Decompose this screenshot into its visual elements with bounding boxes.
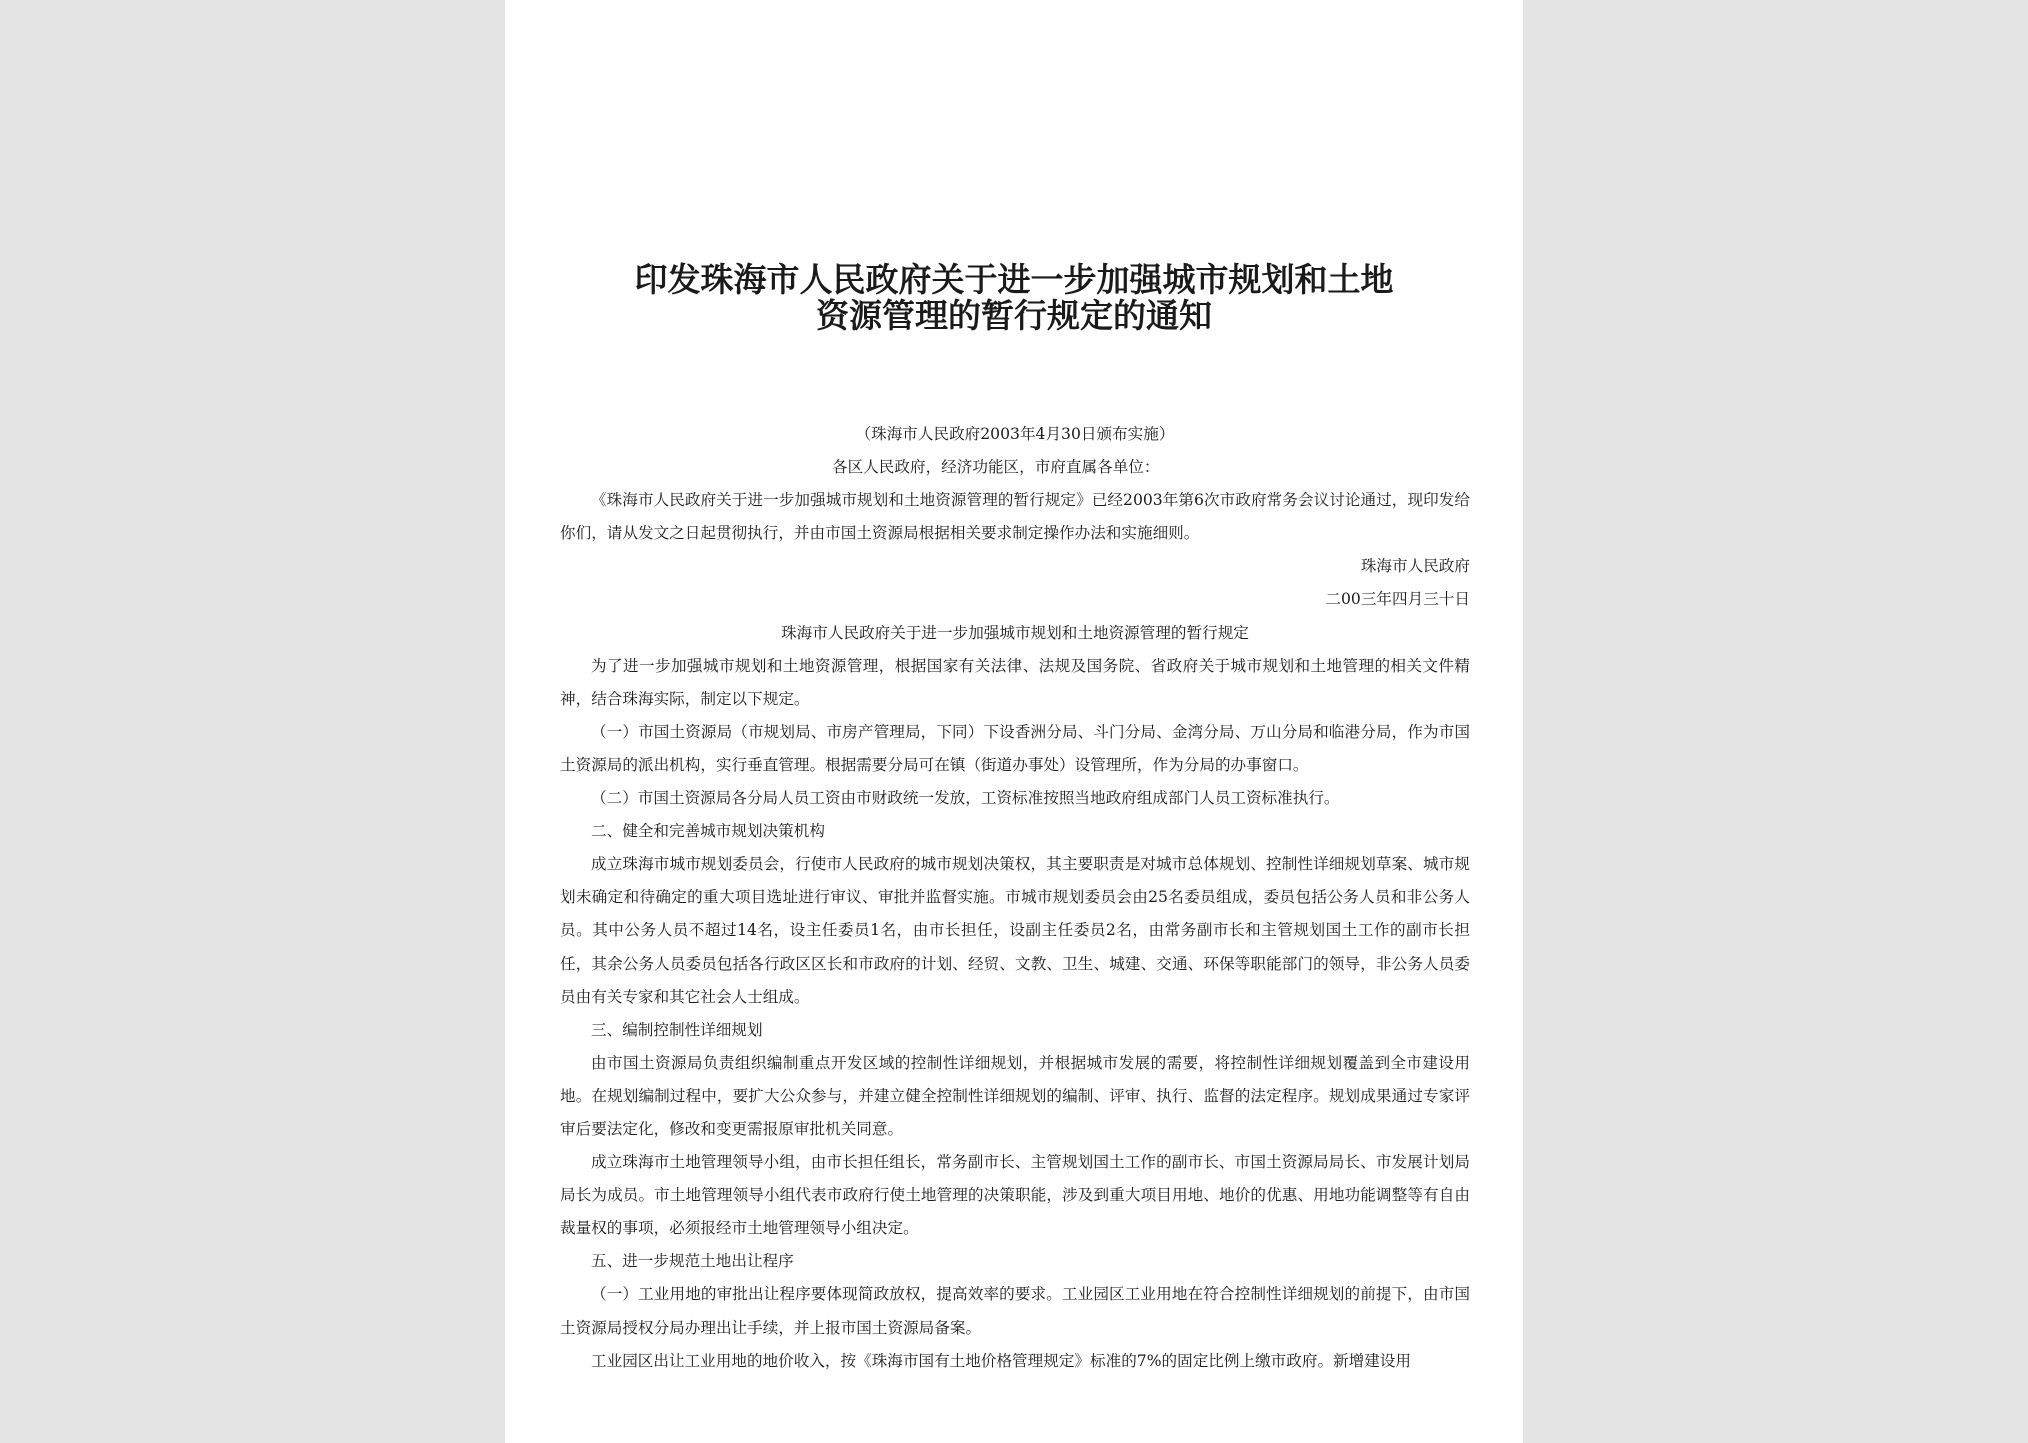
title-line-1: 印发珠海市人民政府关于进一步加强城市规划和土地 bbox=[634, 260, 1394, 299]
committee-paragraph: 成立珠海市城市规划委员会，行使市人民政府的城市规划决策权，其主要职责是对城市总体规划、控制性详细规划草案、城市规划未确定和待确定的重大项目选址进行审议、审批并监督实施。市城市规划委员会由25名委员组成，委员包括公务人员和非公务人员。其中公务人员不超过14名，设主任委员1名，由市长担任，设副主任委员2名，由常务副市长和主管规划国土工作的副市长担任，其余公务人员委员包括各行政区区长和市政府的计划、经贸、文教、卫生、城建、交通、环保等职能部门的领导，非公务人员委员由有关专家和其它社会人士组成。 bbox=[560, 855, 1470, 1006]
section-5-heading: 五、进一步规范土地出让程序 bbox=[591, 1252, 794, 1271]
item-2-paragraph: （二）市国土资源局各分局人员工资由市财政统一发放，工资标准按照当地政府组成部门人员工资标准执行。 bbox=[591, 789, 1340, 808]
land-group-paragraph: 成立珠海市土地管理领导小组，由市长担任组长，常务副市长、主管规划国土工作的副市长、市国土资源局局长、市发展计划局局长为成员。市土地管理领导小组代表市政府行使土地管理的决策职能，涉及到重大项目用地、地价的优惠、用地功能调整等有自由裁量权的事项，必须报经市土地管理领导小组决定。 bbox=[560, 1153, 1470, 1238]
salutation: 各区人民政府，经济功能区，市府直属各单位： bbox=[832, 458, 1160, 477]
industrial-land-paragraph: （一）工业用地的审批出让程序要体现简政放权，提高效率的要求。工业园区工业用地在符合控制性详细规划的前提下，由市国土资源局授权分局办理出让手续，并上报市国土资源局备案。 bbox=[560, 1285, 1470, 1337]
section-3-heading: 三、编制控制性详细规划 bbox=[591, 1020, 763, 1039]
signature-date: 二00三年四月三十日 bbox=[1325, 590, 1470, 609]
issuance-note: （珠海市人民政府2003年4月30日颁布实施） bbox=[855, 425, 1175, 443]
document-body bbox=[560, 418, 1470, 1378]
document-page bbox=[505, 0, 1523, 1443]
document-title bbox=[505, 262, 1523, 334]
item-1-paragraph: （一）市国土资源局（市规划局、市房产管理局，下同）下设香洲分局、斗门分局、金湾分局、万山分局和临港分局，作为市国土资源局的派出机构，实行垂直管理。根据需要分局可在镇（街道办事处）设管理所，作为分局的办事窗口。 bbox=[560, 722, 1470, 774]
section-2-heading: 二、健全和完善城市规划决策机构 bbox=[591, 822, 825, 841]
title-line-2: 资源管理的暂行规定的通知 bbox=[816, 296, 1212, 335]
signature-org: 珠海市人民政府 bbox=[1360, 557, 1470, 576]
regulation-title: 珠海市人民政府关于进一步加强城市规划和土地资源管理的暂行规定 bbox=[781, 623, 1249, 642]
intro-paragraph: 《珠海市人民政府关于进一步加强城市规划和土地资源管理的暂行规定》已经2003年第6次市政府常务会议讨论通过，现印发给你们，请从发文之日起贯彻执行，并由市国土资源局根据相关要求制定操作办法和实施细则。 bbox=[560, 491, 1470, 543]
control-plan-paragraph: 由市国土资源局负责组织编制重点开发区域的控制性详细规划，并根据城市发展的需要，将控制性详细规划覆盖到全市建设用地。在规划编制过程中，要扩大公众参与，并建立健全控制性详细规划的编制、评审、执行、监督的法定程序。规划成果通过专家评审后要法定化，修改和变更需报原审批机关同意。 bbox=[560, 1053, 1470, 1138]
purpose-paragraph: 为了进一步加强城市规划和土地资源管理，根据国家有关法律、法规及国务院、省政府关于城市规划和土地管理的相关文件精神，结合珠海实际，制定以下规定。 bbox=[560, 656, 1470, 708]
land-price-paragraph: 工业园区出让工业用地的地价收入，按《珠海市国有土地价格管理规定》标准的7%的固定比例上缴市政府。新增建设用 bbox=[591, 1351, 1412, 1370]
